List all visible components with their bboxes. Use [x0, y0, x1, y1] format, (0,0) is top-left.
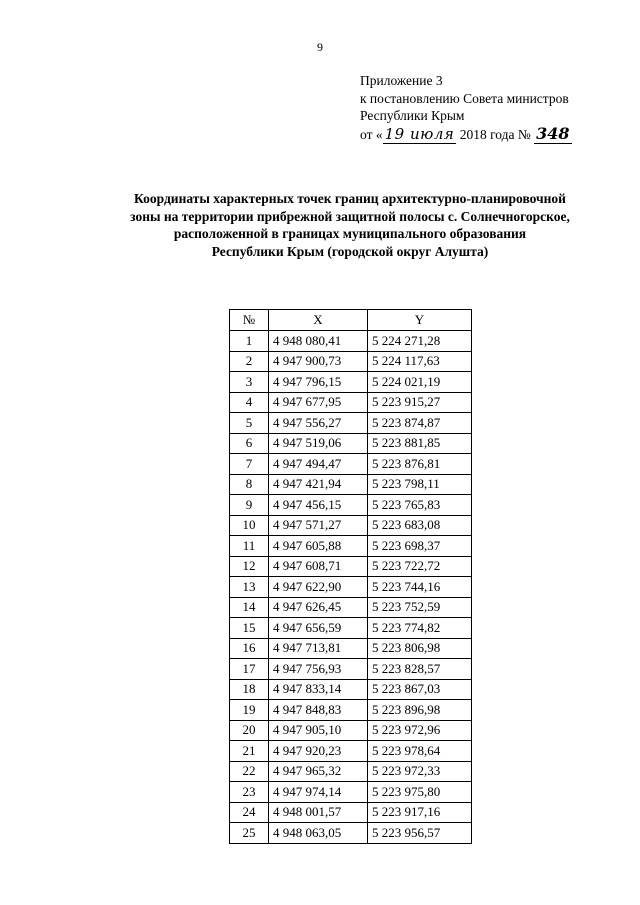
table-row	[230, 474, 472, 495]
y-coordinate-cell: 5 223 972,33	[368, 761, 472, 782]
point-number-cell: 3	[230, 372, 269, 393]
x-coordinate-cell: 4 947 556,27	[269, 413, 368, 434]
title-line: Республики Крым (городской округ Алушта)	[211, 243, 489, 259]
y-coordinate-cell: 5 223 828,57	[368, 659, 472, 680]
y-coordinate-cell: 5 223 881,85	[368, 433, 472, 454]
page-number: 9	[317, 40, 323, 54]
header-number: №	[230, 310, 269, 331]
table-row	[230, 761, 472, 782]
y-coordinate-cell: 5 223 722,72	[368, 556, 472, 577]
date-prefix: от «	[360, 126, 383, 142]
appendix-title: Приложение 3	[360, 73, 443, 88]
y-coordinate-cell: 5 223 917,16	[368, 802, 472, 823]
x-coordinate-cell: 4 948 063,05	[269, 823, 368, 844]
y-coordinate-cell: 5 223 698,37	[368, 536, 472, 557]
point-number-cell: 25	[230, 823, 269, 844]
table-row	[230, 823, 472, 844]
point-number-cell: 2	[230, 351, 269, 372]
table-row	[230, 679, 472, 700]
table-row	[230, 638, 472, 659]
table-row	[230, 577, 472, 598]
y-coordinate-cell: 5 223 896,98	[368, 700, 472, 721]
y-coordinate-cell: 5 223 752,59	[368, 597, 472, 618]
title-line: зоны на территории прибрежной защитной полосы с. Солнечногорское,	[130, 208, 570, 224]
x-coordinate-cell: 4 947 796,15	[269, 372, 368, 393]
point-number-cell: 9	[230, 495, 269, 516]
point-number-cell: 22	[230, 761, 269, 782]
point-number-cell: 23	[230, 782, 269, 803]
x-coordinate-cell: 4 947 905,10	[269, 720, 368, 741]
point-number-cell: 10	[230, 515, 269, 536]
y-coordinate-cell: 5 223 798,11	[368, 474, 472, 495]
point-number-cell: 4	[230, 392, 269, 413]
table-row	[230, 515, 472, 536]
x-coordinate-cell: 4 948 080,41	[269, 331, 368, 352]
point-number-cell: 13	[230, 577, 269, 598]
y-coordinate-cell: 5 223 867,03	[368, 679, 472, 700]
point-number-cell: 11	[230, 536, 269, 557]
appendix-date-line	[360, 125, 572, 144]
appendix-decree: к постановлению Совета министров	[360, 90, 569, 106]
y-coordinate-cell: 5 224 021,19	[368, 372, 472, 393]
table-row	[230, 700, 472, 721]
y-coordinate-cell: 5 223 972,96	[368, 720, 472, 741]
y-coordinate-cell: 5 223 876,81	[368, 454, 472, 475]
document-title	[70, 190, 630, 260]
x-coordinate-cell: 4 947 519,06	[269, 433, 368, 454]
x-coordinate-cell: 4 947 833,14	[269, 679, 368, 700]
x-coordinate-cell: 4 947 421,94	[269, 474, 368, 495]
y-coordinate-cell: 5 223 765,83	[368, 495, 472, 516]
x-coordinate-cell: 4 947 900,73	[269, 351, 368, 372]
y-coordinate-cell: 5 223 978,64	[368, 741, 472, 762]
point-number-cell: 15	[230, 618, 269, 639]
y-coordinate-cell: 5 223 744,16	[368, 577, 472, 598]
coordinates-table	[229, 309, 472, 844]
handwritten-number: 348	[536, 123, 570, 143]
table-row	[230, 392, 472, 413]
y-coordinate-cell: 5 223 975,80	[368, 782, 472, 803]
table-row	[230, 659, 472, 680]
x-coordinate-cell: 4 947 626,45	[269, 597, 368, 618]
table-row	[230, 741, 472, 762]
y-coordinate-cell: 5 224 117,63	[368, 351, 472, 372]
header-x: X	[269, 310, 368, 331]
table-row	[230, 331, 472, 352]
x-coordinate-cell: 4 947 456,15	[269, 495, 368, 516]
point-number-cell: 1	[230, 331, 269, 352]
point-number-cell: 14	[230, 597, 269, 618]
table-row	[230, 536, 472, 557]
table-row	[230, 556, 472, 577]
table-body	[230, 331, 472, 844]
point-number-cell: 21	[230, 741, 269, 762]
table-row	[230, 720, 472, 741]
x-coordinate-cell: 4 948 001,57	[269, 802, 368, 823]
point-number-cell: 19	[230, 700, 269, 721]
y-coordinate-cell: 5 223 806,98	[368, 638, 472, 659]
x-coordinate-cell: 4 947 494,47	[269, 454, 368, 475]
point-number-cell: 16	[230, 638, 269, 659]
handwritten-date: 19 июля	[384, 124, 455, 143]
header-y: Y	[368, 310, 472, 331]
x-coordinate-cell: 4 947 656,59	[269, 618, 368, 639]
table-row	[230, 454, 472, 475]
table-header-row	[230, 310, 472, 331]
point-number-cell: 18	[230, 679, 269, 700]
x-coordinate-cell: 4 947 677,95	[269, 392, 368, 413]
x-coordinate-cell: 4 947 848,83	[269, 700, 368, 721]
table-row	[230, 372, 472, 393]
x-coordinate-cell: 4 947 965,32	[269, 761, 368, 782]
x-coordinate-cell: 4 947 974,14	[269, 782, 368, 803]
point-number-cell: 5	[230, 413, 269, 434]
y-coordinate-cell: 5 224 271,28	[368, 331, 472, 352]
point-number-cell: 17	[230, 659, 269, 680]
table-row	[230, 413, 472, 434]
table-row	[230, 495, 472, 516]
point-number-cell: 12	[230, 556, 269, 577]
y-coordinate-cell: 5 223 874,87	[368, 413, 472, 434]
table-row	[230, 351, 472, 372]
x-coordinate-cell: 4 947 571,27	[269, 515, 368, 536]
date-suffix: 2018 года №	[456, 126, 531, 142]
x-coordinate-cell: 4 947 713,81	[269, 638, 368, 659]
point-number-cell: 6	[230, 433, 269, 454]
table-row	[230, 597, 472, 618]
table-row	[230, 802, 472, 823]
y-coordinate-cell: 5 223 915,27	[368, 392, 472, 413]
point-number-cell: 7	[230, 454, 269, 475]
x-coordinate-cell: 4 947 920,23	[269, 741, 368, 762]
x-coordinate-cell: 4 947 622,90	[269, 577, 368, 598]
point-number-cell: 20	[230, 720, 269, 741]
point-number-cell: 8	[230, 474, 269, 495]
point-number-cell: 24	[230, 802, 269, 823]
x-coordinate-cell: 4 947 756,93	[269, 659, 368, 680]
title-line: Координаты характерных точек границ архитектурно-планировочной	[134, 191, 566, 206]
x-coordinate-cell: 4 947 608,71	[269, 556, 368, 577]
table-row	[230, 782, 472, 803]
y-coordinate-cell: 5 223 683,08	[368, 515, 472, 536]
table-row	[230, 618, 472, 639]
appendix-header	[360, 72, 572, 143]
appendix-republic: Республики Крым	[360, 108, 465, 123]
y-coordinate-cell: 5 223 774,82	[368, 618, 472, 639]
x-coordinate-cell: 4 947 605,88	[269, 536, 368, 557]
title-line: расположенной в границах муниципального образования	[173, 226, 527, 241]
table-row	[230, 433, 472, 454]
y-coordinate-cell: 5 223 956,57	[368, 823, 472, 844]
